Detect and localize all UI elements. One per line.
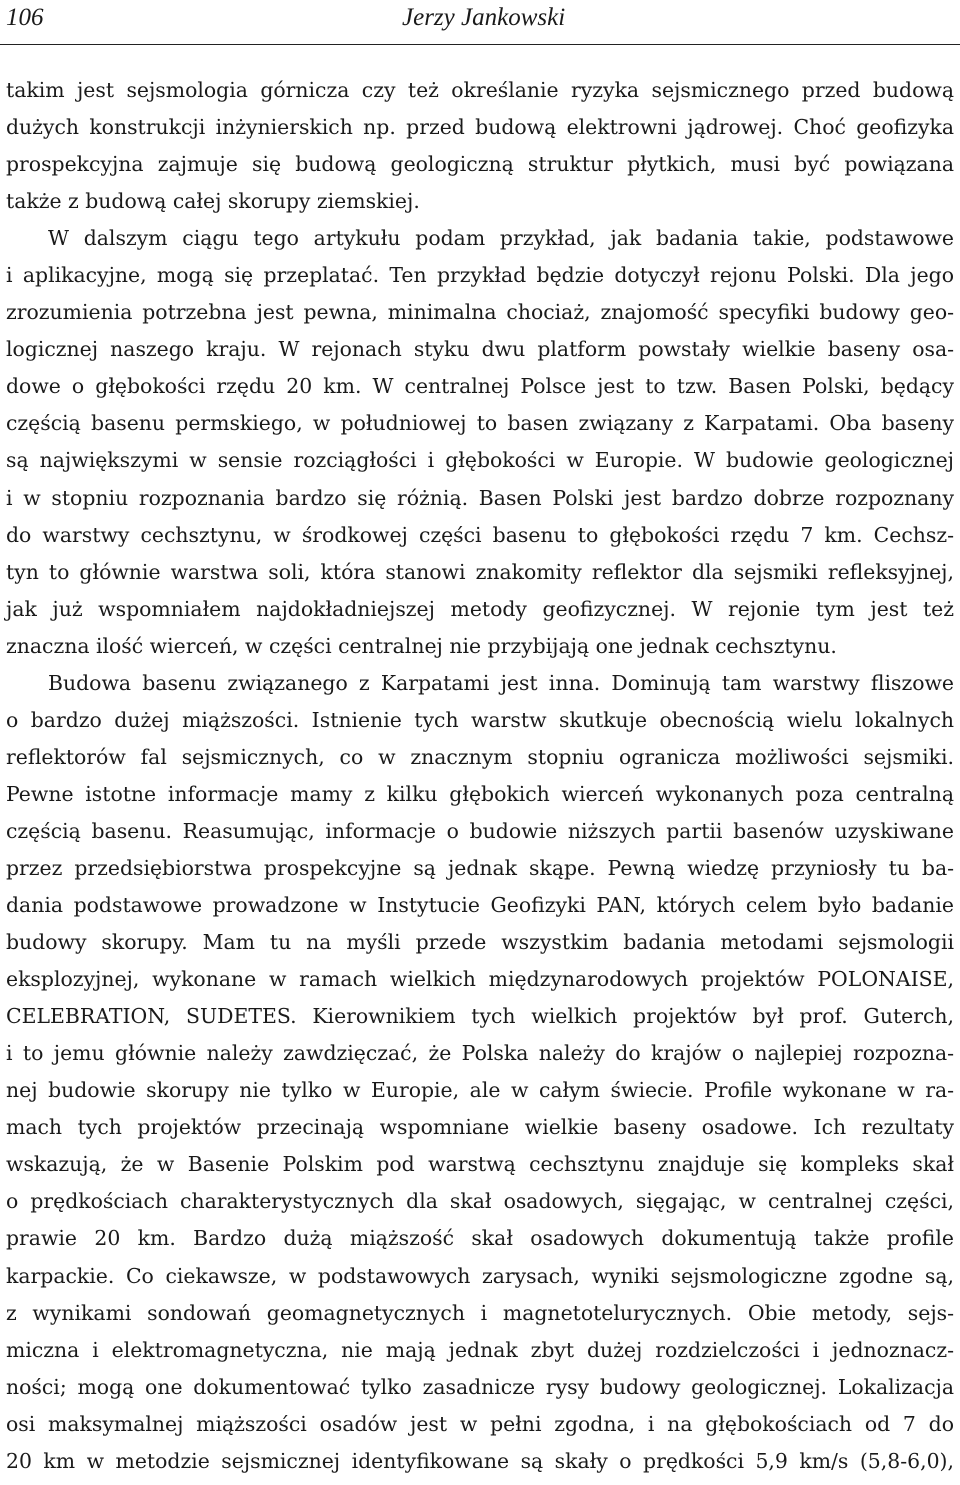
- text-line: dania podstawowe prowadzone w Instytucie Geofizyki PAN, których celem było badanie: [6, 893, 954, 918]
- text-line: jak już wspomniałem najdokładniejszej metody geofizycznej. W rejonie tym jest też: [6, 596, 954, 621]
- text-line: także z budową całej skorupy ziemskiej.: [6, 189, 420, 214]
- running-head-author: Jerzy Jankowski: [402, 4, 566, 31]
- text-line: takim jest sejsmologia górnicza czy też określanie ryzyka sejsmicznego przed budową: [6, 78, 954, 102]
- text-line: mach tych projektów przecinają wspomniane wielkie baseny osadowe. Ich rezultaty: [6, 1115, 954, 1140]
- text-line: o bardzo dużej miąższości. Istnienie tych warstw skutkuje obecnością wielu lokalnych: [6, 707, 954, 732]
- text-line: Pewne istotne informacje mamy z kilku głębokich wierceń wykonanych poza centralną: [6, 781, 954, 806]
- text-line: częścią basenu. Reasumując, informacje o budowie niższych partii basenów uzyskiwane: [6, 818, 954, 843]
- text-line: do warstwy cechsztynu, w środkowej części basenu to głębokości rzędu 7 km. Cechsz-: [6, 522, 954, 547]
- text-line: dowe o głębokości rzędu 20 km. W centralnej Polsce jest to tzw. Basen Polski, będący: [6, 374, 954, 399]
- text-line: osi maksymalnej miąższości osadów jest w pełni zgodna, i na głębokościach od 7 do: [6, 1411, 954, 1436]
- text-line: i to jemu głównie należy zawdzięczać, że Polska należy do krajów o najlepiej rozpozna-: [6, 1041, 954, 1066]
- text-line: Budowa basenu związanego z Karpatami jest inna. Dominują tam warstwy fliszowe: [48, 670, 954, 695]
- text-line: prospekcyjna zajmuje się budową geologiczną struktur płytkich, musi być powiązana: [6, 152, 954, 177]
- text-line: częścią basenu permskiego, w południowej to basen związany z Karpatami. Oba baseny: [6, 411, 954, 436]
- running-head: [0, 0, 960, 45]
- text-line: wskazują, że w Basenie Polskim pod warstwą cechsztynu znajduje się kompleks skał: [6, 1152, 954, 1177]
- text-line: miczna i elektromagnetyczna, nie mają jednak zbyt dużej rozdzielczości i jednoznacz-: [6, 1337, 954, 1362]
- text-line: ności; mogą one dokumentować tylko zasadnicze rysy budowy geologicznej. Lokalizacja: [6, 1374, 954, 1399]
- text-line: i aplikacyjne, mogą się przeplatać. Ten przykład będzie dotyczył rejonu Polski. Dla jego: [6, 263, 954, 288]
- text-line: prawie 20 km. Bardzo dużą miąższość skał osadowych dokumentują także profile: [6, 1226, 954, 1251]
- text-line: z wynikami sondowań geomagnetycznych i magnetotelurycznych. Obie metody, sejs-: [6, 1300, 954, 1325]
- text-line: 20 km w metodzie sejsmicznej identyfikowane są skały o prędkości 5,9 km/s (5,8-6,0),: [6, 1448, 954, 1473]
- text-line: eksplozyjnej, wykonane w ramach wielkich międzynarodowych projektów POLONAISE,: [6, 967, 954, 992]
- text-line: znaczna ilość wierceń, w części centralnej nie przybijają one jednak cechsztynu.: [6, 633, 837, 658]
- text-line: dużych konstrukcji inżynierskich np. przed budową elektrowni jądrowej. Choć geofizyka: [6, 115, 954, 140]
- text-line: nej budowie skorupy nie tylko w Europie, ale w całym świecie. Profile wykonane w ra-: [6, 1078, 954, 1103]
- text-line: logicznej naszego kraju. W rejonach styku dwu platform powstały wielkie baseny osa-: [6, 337, 954, 362]
- text-line: W dalszym ciągu tego artykułu podam przykład, jak badania takie, podstawowe: [48, 226, 954, 251]
- text-line: zrozumienia potrzebna jest pewna, minimalna chociaż, znajomość specyfiki budowy geo-: [6, 300, 954, 325]
- text-line: karpackie. Co ciekawsze, w podstawowych zarysach, wyniki sejsmologiczne zgodne są,: [6, 1263, 954, 1288]
- body-text: [6, 72, 954, 1480]
- text-line: i w stopniu rozpoznania bardzo się różnią. Basen Polski jest bardzo dobrze rozpoznany: [6, 485, 954, 510]
- page-number: 106: [6, 4, 44, 31]
- text-line: o prędkościach charakterystycznych dla skał osadowych, sięgając, w centralnej części,: [6, 1189, 954, 1214]
- text-line: są największymi w sensie rozciągłości i głębokości w Europie. W budowie geologicznej: [6, 448, 954, 473]
- text-line: CELEBRATION, SUDETES. Kierownikiem tych wielkich projektów był prof. Guterch,: [6, 1004, 954, 1029]
- text-line: przez przedsiębiorstwa prospekcyjne są jednak skąpe. Pewną wiedzę przyniosły tu ba-: [6, 855, 954, 880]
- text-line: tyn to głównie warstwa soli, która stanowi znakomity reflektor dla sejsmiki refleksyjnej,: [6, 559, 954, 584]
- text-line: budowy skorupy. Mam tu na myśli przede wszystkim badania metodami sejsmologii: [6, 930, 954, 955]
- text-line: reflektorów fal sejsmicznych, co w znacznym stopniu ogranicza możliwości sejsmiki.: [6, 744, 954, 769]
